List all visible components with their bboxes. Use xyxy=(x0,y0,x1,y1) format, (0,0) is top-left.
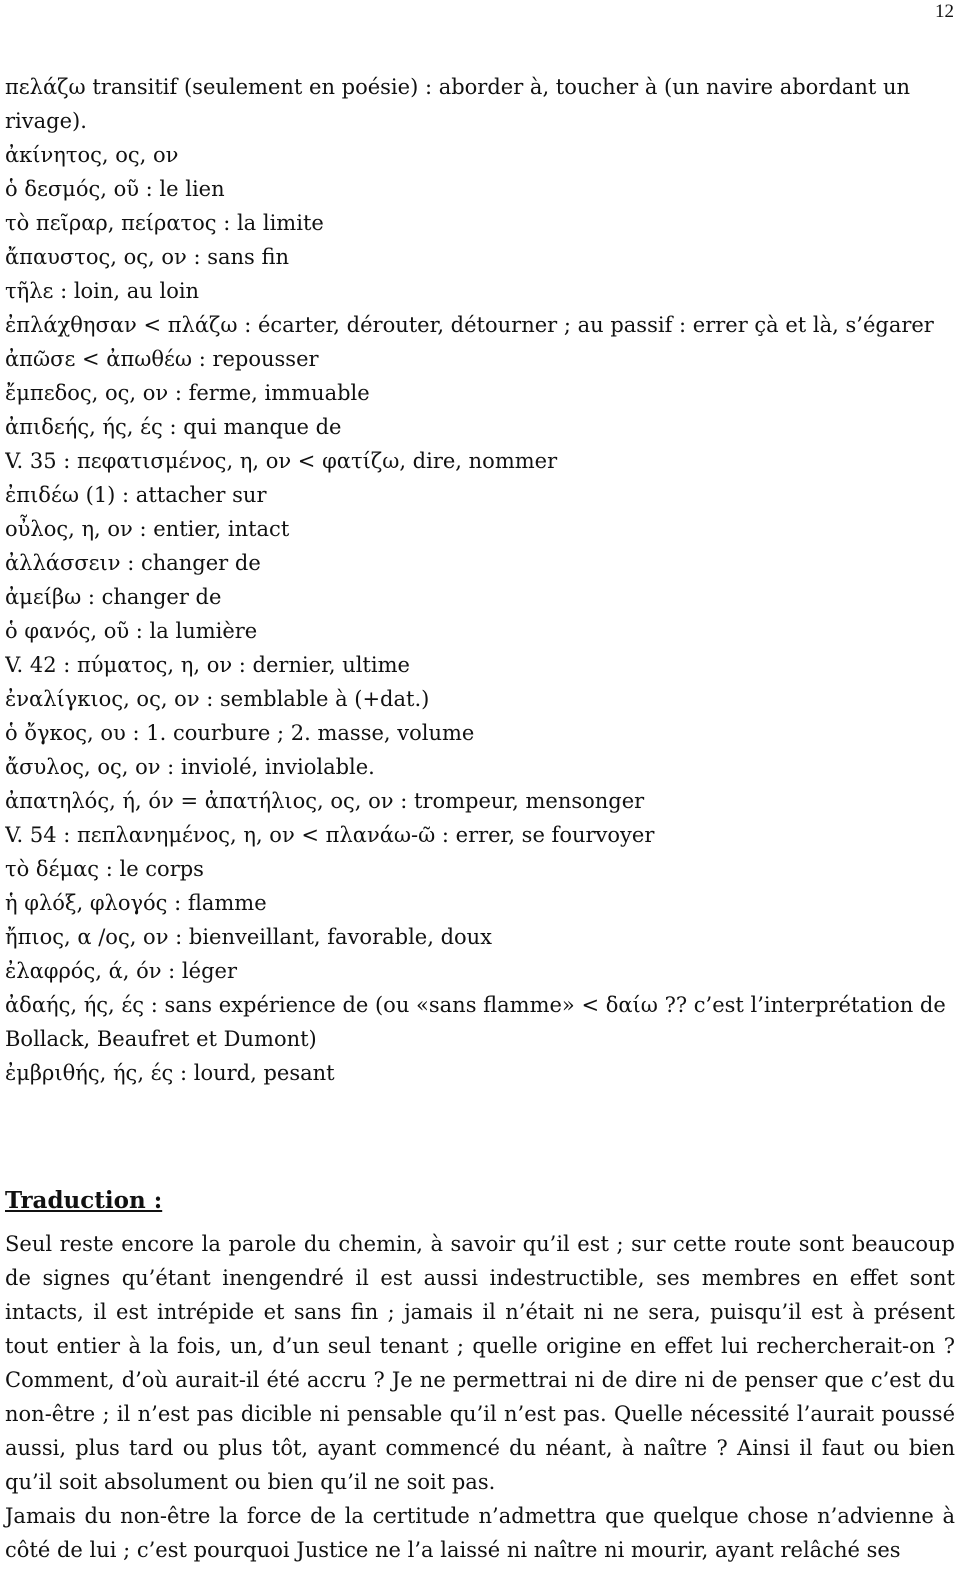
translation-paragraph: Jamais du non-être la force de la certitude n’admettra que quelque chose n’advienne à côté de lui ; c’est pourquoi Justice ne l’a laissé ni naître ni mourir, ayant relâché ses xyxy=(5,1504,955,1562)
vocabulary-entry: ὁ δεσμός, οῦ : le lien xyxy=(5,177,225,201)
page-number: 12 xyxy=(935,1,954,22)
vocabulary-entry: ἀκίνητος, ος, ον xyxy=(5,143,179,167)
vocabulary-entry: οὖλος, η, ον : entier, intact xyxy=(5,517,290,541)
vocabulary-entry: V. 54 : πεπλανημένος, η, ον < πλανάω-ῶ : errer, se fourvoyer xyxy=(5,823,655,847)
vocabulary-entry: ὁ ὄγκος, ου : 1. courbure ; 2. masse, volume xyxy=(5,721,475,745)
vocabulary-entry: ἀλλάσσειν : changer de xyxy=(5,551,261,575)
vocabulary-entry: τὸ πεῖραρ, πείρατος : la limite xyxy=(5,211,324,235)
vocabulary-entry: ἄπαυστος, ος, ον : sans fin xyxy=(5,245,290,269)
vocabulary-entry: V. 35 : πεφατισμένος, η, ον < φατίζω, dire, nommer xyxy=(5,449,558,473)
vocabulary-entry: ὁ φανός, οῦ : la lumière xyxy=(5,619,258,643)
vocabulary-entry: ἀπιδεής, ής, ές : qui manque de xyxy=(5,415,342,439)
vocabulary-entry: ἐναλίγκιος, ος, ον : semblable à (+dat.) xyxy=(5,687,430,711)
vocabulary-entry: ἔμπεδος, ος, ον : ferme, immuable xyxy=(5,381,370,405)
vocabulary-entry: ἀπῶσε < ἀπωθέω : repousser xyxy=(5,347,319,371)
vocabulary-entry: τῆλε : loin, au loin xyxy=(5,279,200,303)
vocabulary-entry: ἀδαής, ής, ές : sans expérience de (ou «sans flamme» < δαίω ?? c’est l’interprétation de Bollack, Beaufret et Dumont) xyxy=(5,993,946,1051)
vocabulary-entry: ἀμείβω : changer de xyxy=(5,585,222,609)
vocabulary-entry: ἐπιδέω (1) : attacher sur xyxy=(5,483,267,507)
vocabulary-entry: ἤπιος, α /ος, ον : bienveillant, favorable, doux xyxy=(5,925,493,949)
vocabulary-entry: πελάζω transitif (seulement en poésie) : aborder à, toucher à (un navire abordant un rivage). xyxy=(5,75,911,133)
vocabulary-entry: ἐπλάχθησαν < πλάζω : écarter, dérouter, détourner ; au passif : errer çà et là, s’égarer xyxy=(5,313,934,337)
translation-heading: Traduction : xyxy=(5,1187,163,1214)
vocabulary-entry: ἄσυλος, ος, ον : inviolé, inviolable. xyxy=(5,755,375,779)
vocabulary-entry: ἡ φλόξ, φλογός : flamme xyxy=(5,891,267,915)
vocabulary-list xyxy=(5,70,953,1090)
translation-paragraph: Seul reste encore la parole du chemin, à savoir qu’il est ; sur cette route sont beaucoup de signes qu’étant inengendré il est aussi indestructible, ses membres en effet sont intacts, il est intrépide et sans fin ; jamais il n’était ni ne sera, puisqu’il est à présent tout entier à la fois, un, d’un seul tenant ; quelle origine en effet lui rechercherait-on ? Comment, d’où aurait-il été accru ? Je ne permettrai ni de dire ni de penser que c’est du non-être ; il n’est pas dicible ni pensable qu’il n’est pas. Quelle nécessité l’aurait poussé aussi, plus tard ou plus tôt, ayant commencé du néant, à naître ? Ainsi il faut ou bien qu’il soit absolument ou bien qu’il ne soit pas. xyxy=(5,1232,955,1494)
vocabulary-entry: τὸ δέμας : le corps xyxy=(5,857,204,881)
vocabulary-entry: ἀπατηλός, ή, όν = ἀπατήλιος, ος, ον : trompeur, mensonger xyxy=(5,789,645,813)
vocabulary-entry: V. 42 : πύματος, η, ον : dernier, ultime xyxy=(5,653,410,677)
vocabulary-entry: ἐλαφρός, ά, όν : léger xyxy=(5,959,237,983)
translation-body xyxy=(5,1227,955,1567)
vocabulary-entry: ἐμβριθής, ής, ές : lourd, pesant xyxy=(5,1061,335,1085)
